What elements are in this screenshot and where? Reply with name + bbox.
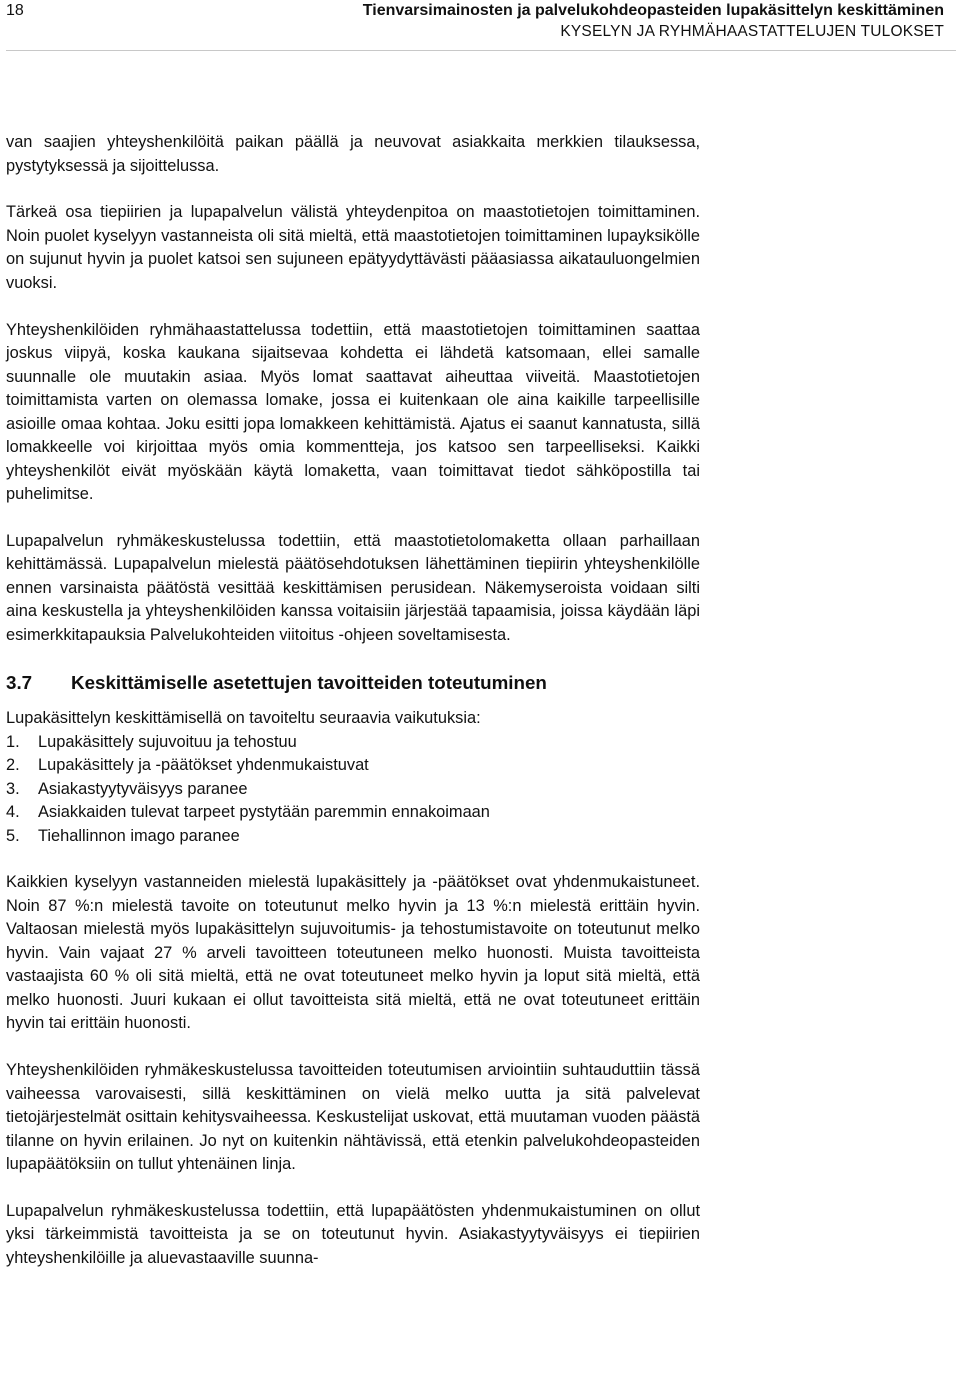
list-item-number: 1. [6,732,20,751]
section-heading [6,671,700,694]
list-item [6,778,700,801]
list-item-text: Lupakäsittely ja -päätökset yhdenmukaistuvat [38,756,369,775]
list-item-text: Lupakäsittely sujuvoituu ja tehostuu [38,732,297,751]
paragraph: Lupapalvelun ryhmäkeskustelussa todettiin, että lupapäätösten yhdenmukaistuminen on ollut yksi tärkeimmistä tavoitteista ja se on toteutunut hyvin. Asiakastyytyväisyys ei tiepiirien yhteyshenkilöille ja aluevastaaville suunna- [6,1201,700,1267]
list-item [6,731,700,754]
list-item-text: Asiakastyytyväisyys paranee [38,779,248,798]
paragraph: Tärkeä osa tiepiirien ja lupapalvelun välistä yhteydenpitoa on maastotietojen toimittaminen. Noin puolet kyselyyn vastanneista oli sitä mieltä, että maastotietojen toimittaminen lupayksikölle on sujunut hyvin ja puolet katsoi sen sujuneen epätyydyttävästi pääasiassa aikatauluongelmien vuoksi. [6,203,700,292]
page-header [6,0,956,52]
section-title: Keskittämiselle asetettujen tavoitteiden toteutuminen [71,672,547,694]
goals-list [6,731,700,848]
header-title: Tienvarsimainosten ja palvelukohdeopasteiden lupakäsittelyn keskittäminen [362,2,944,19]
list-item-number: 3. [6,779,20,798]
list-item-number: 4. [6,803,20,822]
paragraph: Yhteyshenkilöiden ryhmäkeskustelussa tavoitteiden toteutumisen arviointiin suhtauduttiin tässä vaiheessa varovaisesti, sillä keskittäminen on vielä melko uutta ja sitä palvelevat tietojärjestelmät osittain kehitysvaiheessa. Keskustelijat uskovat, että muutaman vuoden päästä tilanne on hyvin erilainen. Jo nyt on kuitenkin nähtävissä, että etenkin palvelukohdeopasteiden lupapäätöksiin on tullut yhtenäinen linja. [6,1061,700,1174]
list-item [6,825,700,848]
paragraph: Kaikkien kyselyyn vastanneiden mielestä lupakäsittely ja -päätökset ovat yhdenmukaistuneet. Noin 87 %:n mielestä tavoite on toteutunut melko hyvin ja 13 %:n mielestä erittäin hyvin. Valtaosan mielestä myös lupakäsittelyn sujuvoitumis- ja tehostumistavoite on toteutunut melko hyvin. Vain vajaat 27 % arveli tavoitteen toteutuneen melko huonosti. Muista tavoitteista vastaajista 60 % oli sitä mieltä, että ne ovat toteutuneet melko hyvin ja loput sitä mieltä, että melko huonosti. Juuri kukaan ei ollut tavoitteista sitä mieltä, että ne ovat toteutuneet erittäin hyvin tai erittäin huonosti. [6,873,700,1033]
header-subtitle: KYSELYN JA RYHMÄHAASTATTELUJEN TULOKSET [560,23,944,40]
list-item-text: Tiehallinnon imago paranee [38,826,240,845]
list-intro: Lupakäsittelyn keskittämisellä on tavoiteltu seuraavia vaikutuksia: [6,709,481,728]
list-item-number: 5. [6,826,20,845]
paragraph: Lupapalvelun ryhmäkeskustelussa todettiin, että maastotietolomaketta ollaan parhaillaan kehittämässä. Lupapalvelun mielestä päätösehdotuksen lähettäminen tiepiirin yhteyshenkilölle ennen varsinaista päätöstä vesittää keskittämisen perusidean. Näkemyseroista voidaan silti aina keskustella ja yhteyshenkilöiden kanssa voitaisiin järjestää tapaamisia, joissa käydään läpi esimerkkitapauksia Palvelukohteiden viitoitus -ohjeen soveltamisesta. [6,531,700,644]
body-text [6,131,700,1270]
list-item-text: Asiakkaiden tulevat tarpeet pystytään paremmin ennakoimaan [38,803,490,822]
paragraph: van saajien yhteyshenkilöitä paikan päällä ja neuvovat asiakkaita merkkien tilauksessa, pystytyksessä ja sijoittelussa. [6,133,700,175]
section-number: 3.7 [6,672,33,694]
header-divider [6,50,956,51]
page-number: 18 [6,2,24,19]
list-item [6,754,700,777]
list-item-number: 2. [6,756,20,775]
paragraph: Yhteyshenkilöiden ryhmähaastattelussa todettiin, että maastotietojen toimittaminen saattaa joskus viipyä, koska kaukana sijaitsevaa kohdetta ei lähdetä katsomaan, ellei samalle suunnalle ole muutakin asiaa. Myös lomat saattavat aiheuttaa viiveitä. Maastotietojen toimittamista varten on olemassa lomake, jossa ei kuitenkaan ole aina kaikille tarpeellisille asioille omaa kohtaa. Joku esitti jopa lomakkeen kehittämistä. Ajatus ei saanut kannatusta, sillä lomakkeelle voi kirjoittaa myös omia kommentteja, jos katsoo sen tarpeelliseksi. Kaikki yhteyshenkilöt eivät myöskään käytä lomaketta, vaan toimittavat tiedot sähköpostilla tai puhelimitse. [6,320,700,504]
list-item [6,801,700,824]
